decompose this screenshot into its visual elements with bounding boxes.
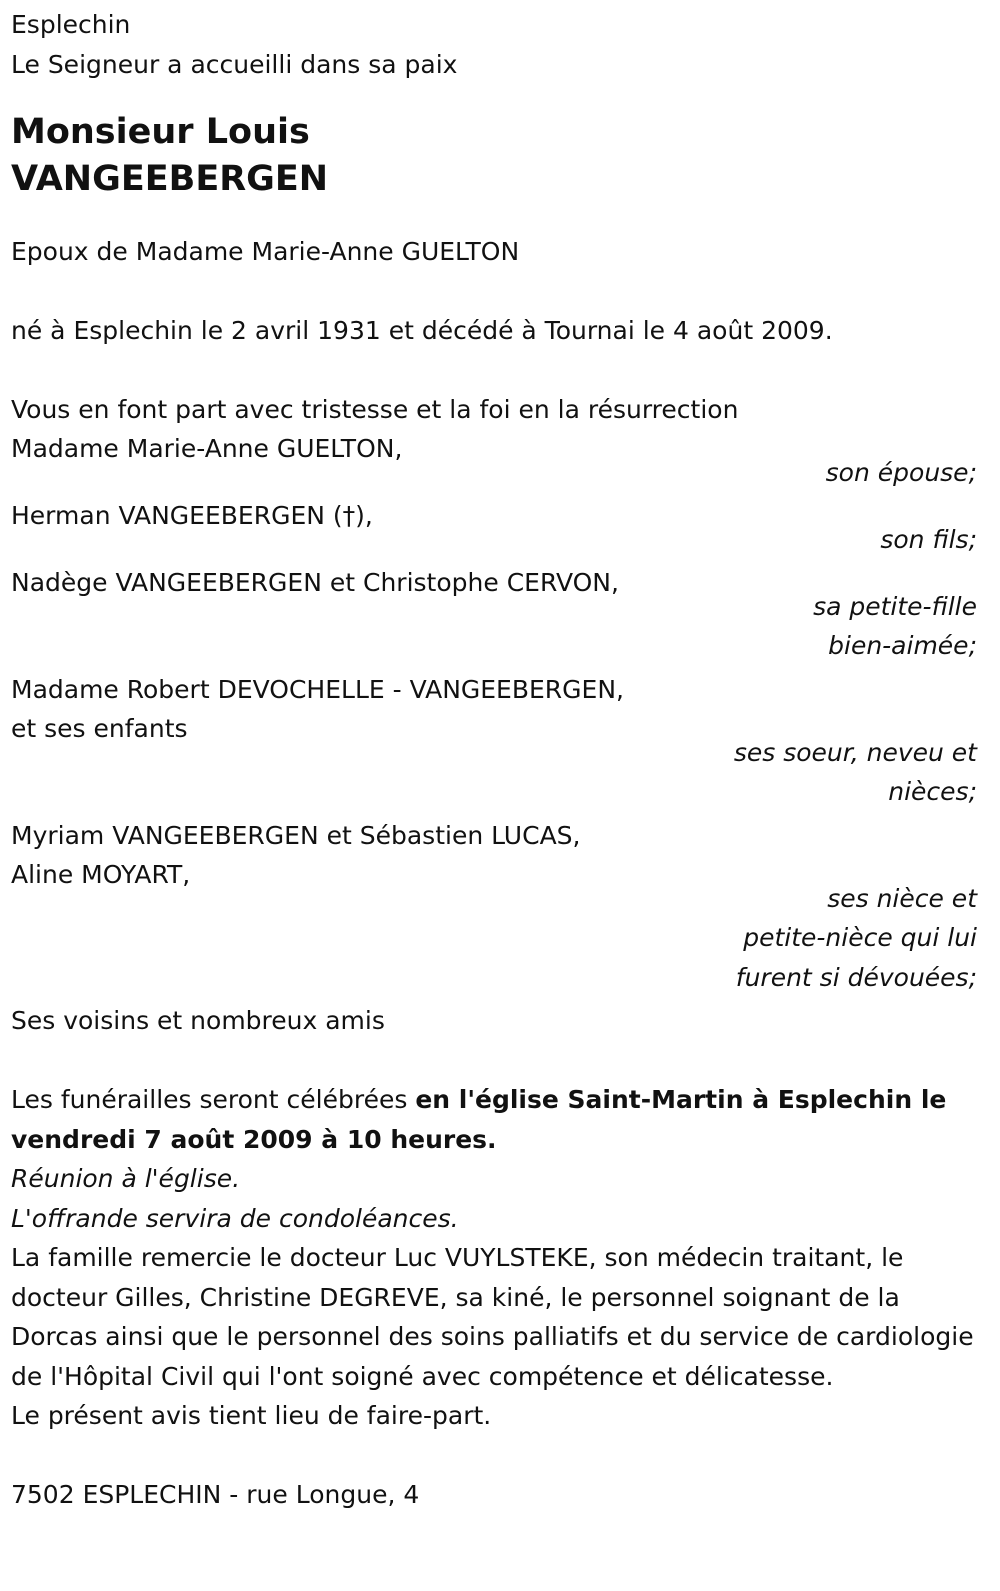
funeral-intro: Les funérailles seront célébrées — [11, 1085, 416, 1114]
family-name: Aline MOYART, — [11, 860, 191, 889]
funeral-paragraph — [11, 1080, 977, 1159]
family-name: Myriam VANGEEBERGEN et Sébastien LUCAS, — [11, 820, 581, 850]
obituary-notice — [11, 5, 977, 1515]
family-relation: nièces; — [888, 777, 977, 806]
family-list — [11, 429, 977, 997]
thanks-paragraph: La famille remercie le docteur Luc VUYLSTEKE, son médecin traitant, le docteur Gilles, Christine DEGREVE, sa kiné, le personnel soignant de la Dorcas ainsi que le personnel des soins palliatifs et du service de cardiologie de l'Hôpital Civil qui l'ont soigné avec compétence et délicatesse. — [11, 1243, 974, 1391]
deceased-name-line1: Monsieur Louis — [11, 112, 310, 152]
family-name: Madame Robert DEVOCHELLE - VANGEEBERGEN, — [11, 674, 624, 704]
header-place: Esplechin — [11, 10, 131, 39]
meeting-line: Réunion à l'église. — [11, 1164, 241, 1193]
family-relation: furent si dévouées; — [735, 962, 977, 992]
family-name: et ses enfants — [11, 714, 188, 743]
deceased-name-line2: VANGEEBERGEN — [11, 159, 329, 199]
announce-line: Vous en font part avec tristesse et la foi en la résurrection — [11, 394, 739, 424]
deceased-name — [11, 109, 977, 203]
family-entry — [11, 816, 977, 998]
family-entry — [11, 563, 977, 666]
offering-line: L'offrande servira de condoléances. — [11, 1203, 459, 1233]
family-name: Nadège VANGEEBERGEN et Christophe CERVON, — [11, 568, 619, 597]
family-entry — [11, 429, 977, 492]
spacer — [11, 1436, 977, 1476]
family-relation: son épouse; — [825, 457, 977, 487]
notice-line: Le présent avis tient lieu de faire-part. — [11, 1401, 492, 1430]
funeral-details: en l'église Saint-Martin à Esplechin le vendredi 7 août 2009 à 10 heures. — [11, 1085, 947, 1154]
spacer — [11, 271, 977, 311]
spouse-line: Epoux de Madame Marie-Anne GUELTON — [11, 236, 520, 266]
family-relation: bien-aimée; — [828, 631, 977, 660]
family-name: Madame Marie-Anne GUELTON, — [11, 434, 403, 463]
family-relation: ses soeur, neveu et — [733, 737, 977, 767]
birth-death-line: né à Esplechin le 2 avril 1931 et décédé à Tournai le 4 août 2009. — [11, 315, 833, 345]
friends-line: Ses voisins et nombreux amis — [11, 1006, 385, 1035]
address-line: 7502 ESPLECHIN - rue Longue, 4 — [11, 1480, 420, 1509]
family-relation: sa petite-fille — [813, 591, 977, 621]
family-relation: petite-nièce qui lui — [743, 923, 977, 952]
family-name: Herman VANGEEBERGEN (†), — [11, 501, 373, 530]
family-relation: ses nièce et — [827, 883, 977, 913]
spacer — [11, 350, 977, 390]
header-phrase: Le Seigneur a accueilli dans sa paix — [11, 49, 458, 79]
spacer — [11, 1041, 977, 1081]
family-entry — [11, 670, 977, 812]
family-relation: son fils; — [880, 524, 977, 554]
family-entry — [11, 496, 977, 559]
